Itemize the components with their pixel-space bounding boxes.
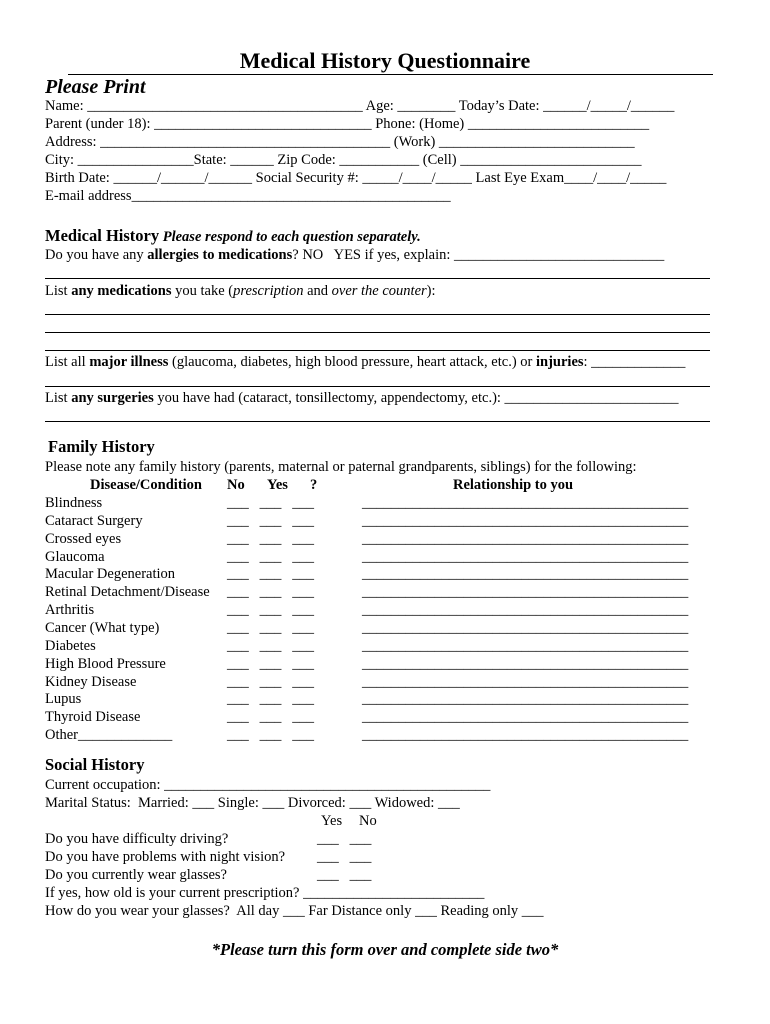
condition-answer-blanks[interactable]: ___ ___ ___ <box>227 584 314 601</box>
allergies-answer-line[interactable] <box>45 278 710 279</box>
relationship-line[interactable]: _____________________________________________ <box>362 655 689 672</box>
relationship-line[interactable]: _____________________________________________ <box>362 619 689 636</box>
relationship-line[interactable]: _____________________________________________ <box>362 709 689 726</box>
night-vision-question: Do you have problems with night vision? <box>45 849 286 865</box>
allergies-question[interactable]: Do you have any allergies to medications? NO YES if yes, explain: _____________________________ <box>45 247 665 263</box>
condition-label: Thyroid Disease <box>45 709 141 726</box>
surgeries-answer-line[interactable] <box>45 421 710 422</box>
medications-answer-line[interactable] <box>45 350 710 351</box>
night-vision-yn-blanks[interactable]: ___ ___ <box>317 849 372 865</box>
condition-answer-blanks[interactable]: ___ ___ ___ <box>227 727 314 744</box>
condition-label: Diabetes <box>45 637 96 654</box>
name-age-date-line[interactable]: Name: ______________________________________ Age: ________ Today’s Date: ______/_____/______ <box>45 98 675 114</box>
illness-question[interactable]: List all major illness (glaucoma, diabetes, high blood pressure, heart attack, etc.) or injuries: _____________ <box>45 354 686 370</box>
title-rule <box>68 74 713 75</box>
medical-history-heading: Medical History <box>45 226 160 245</box>
condition-answer-blanks[interactable]: ___ ___ ___ <box>227 495 314 511</box>
glasses-question: Do you currently wear glasses? <box>45 867 227 883</box>
condition-label: Macular Degeneration <box>45 566 176 583</box>
no-column-label: No <box>359 813 377 829</box>
condition-answer-blanks[interactable]: ___ ___ ___ <box>227 637 314 654</box>
condition-label: Blindness <box>45 495 103 511</box>
condition-answer-blanks[interactable]: ___ ___ ___ <box>227 619 314 636</box>
marital-status-line[interactable]: Marital Status: Married: ___ Single: ___ Divorced: ___ Widowed: ___ <box>45 795 460 811</box>
col-unsure-header: ? <box>310 477 318 493</box>
relationship-line[interactable]: _____________________________________________ <box>362 602 689 619</box>
prescription-age-line[interactable]: If yes, how old is your current prescription? _________________________ <box>45 885 485 901</box>
condition-answer-blanks[interactable]: ___ ___ ___ <box>227 655 314 672</box>
relationship-line[interactable]: _____________________________________________ <box>362 512 689 529</box>
condition-answer-blanks[interactable]: ___ ___ ___ <box>227 548 314 565</box>
condition-label: Glaucoma <box>45 548 105 565</box>
relationship-line[interactable]: _____________________________________________ <box>362 495 689 511</box>
glasses-yn-blanks[interactable]: ___ ___ <box>317 867 372 883</box>
condition-label: High Blood Pressure <box>45 655 166 672</box>
condition-answer-blanks[interactable]: ___ ___ ___ <box>227 673 314 690</box>
family-history-note: Please note any family history (parents, maternal or paternal grandparents, siblings) for the following: <box>45 459 637 475</box>
page-title: Medical History Questionnaire <box>239 48 531 73</box>
col-disease-header: Disease/Condition <box>90 477 202 493</box>
condition-answer-blanks[interactable]: ___ ___ ___ <box>227 709 314 726</box>
condition-label: Cataract Surgery <box>45 512 143 529</box>
city-state-zip-line[interactable]: City: ________________State: ______ Zip Code: ___________ (Cell) _________________________ <box>45 152 642 168</box>
surgeries-question[interactable]: List any surgeries you have had (cataract, tonsillectomy, appendectomy, etc.): ________________________ <box>45 390 679 406</box>
birth-ssn-exam-line[interactable]: Birth Date: ______/______/______ Social Security #: _____/____/_____ Last Eye Exam____/____/_____ <box>45 170 667 186</box>
relationship-line[interactable]: _____________________________________________ <box>362 727 689 744</box>
medications-answer-line[interactable] <box>45 314 710 315</box>
condition-label: Cancer (What type) <box>45 619 160 636</box>
yes-column-label: Yes <box>321 813 343 829</box>
relationship-line[interactable]: _____________________________________________ <box>362 691 689 708</box>
medications-answer-line[interactable] <box>45 332 710 333</box>
illness-answer-line[interactable] <box>45 386 710 387</box>
social-history-heading: Social History <box>45 755 145 774</box>
col-no-header: No <box>227 477 245 493</box>
col-yes-header: Yes <box>267 477 288 493</box>
medical-history-header <box>45 227 421 246</box>
please-print-label: Please Print <box>45 76 146 98</box>
parent-phone-line[interactable]: Parent (under 18): ______________________________ Phone: (Home) _________________________ <box>45 116 650 132</box>
condition-answer-blanks[interactable]: ___ ___ ___ <box>227 602 314 619</box>
condition-answer-blanks[interactable]: ___ ___ ___ <box>227 691 314 708</box>
relationship-line[interactable]: _____________________________________________ <box>362 566 689 583</box>
col-relationship-header: Relationship to you <box>453 477 574 493</box>
relationship-line[interactable]: _____________________________________________ <box>362 637 689 654</box>
address-work-line[interactable]: Address: ________________________________________ (Work) ___________________________ <box>45 134 635 150</box>
condition-label: Crossed eyes <box>45 530 122 547</box>
medications-question: List any medications you take (prescription and over the counter): <box>45 283 436 299</box>
relationship-line[interactable]: _____________________________________________ <box>362 673 689 690</box>
glasses-wear-line[interactable]: How do you wear your glasses? All day ___ Far Distance only ___ Reading only ___ <box>45 903 544 919</box>
condition-label: Retinal Detachment/Disease <box>45 584 210 601</box>
relationship-line[interactable]: _____________________________________________ <box>362 584 689 601</box>
relationship-line[interactable]: _____________________________________________ <box>362 548 689 565</box>
family-history-heading: Family History <box>48 437 155 456</box>
email-line[interactable]: E-mail address____________________________________________ <box>45 188 451 204</box>
condition-answer-blanks[interactable]: ___ ___ ___ <box>227 530 314 547</box>
condition-answer-blanks[interactable]: ___ ___ ___ <box>227 512 314 529</box>
driving-question: Do you have difficulty driving? <box>45 831 229 847</box>
condition-label: Other_____________ <box>45 727 173 744</box>
condition-label: Arthritis <box>45 602 95 619</box>
condition-answer-blanks[interactable]: ___ ___ ___ <box>227 566 314 583</box>
condition-label: Kidney Disease <box>45 673 137 690</box>
condition-label: Lupus <box>45 691 82 708</box>
medical-history-subheading: Please respond to each question separately. <box>162 229 421 245</box>
relationship-line[interactable]: _____________________________________________ <box>362 530 689 547</box>
occupation-line[interactable]: Current occupation: _____________________________________________ <box>45 777 491 793</box>
turn-over-note: *Please turn this form over and complete side two* <box>211 940 559 959</box>
driving-yn-blanks[interactable]: ___ ___ <box>317 831 372 847</box>
